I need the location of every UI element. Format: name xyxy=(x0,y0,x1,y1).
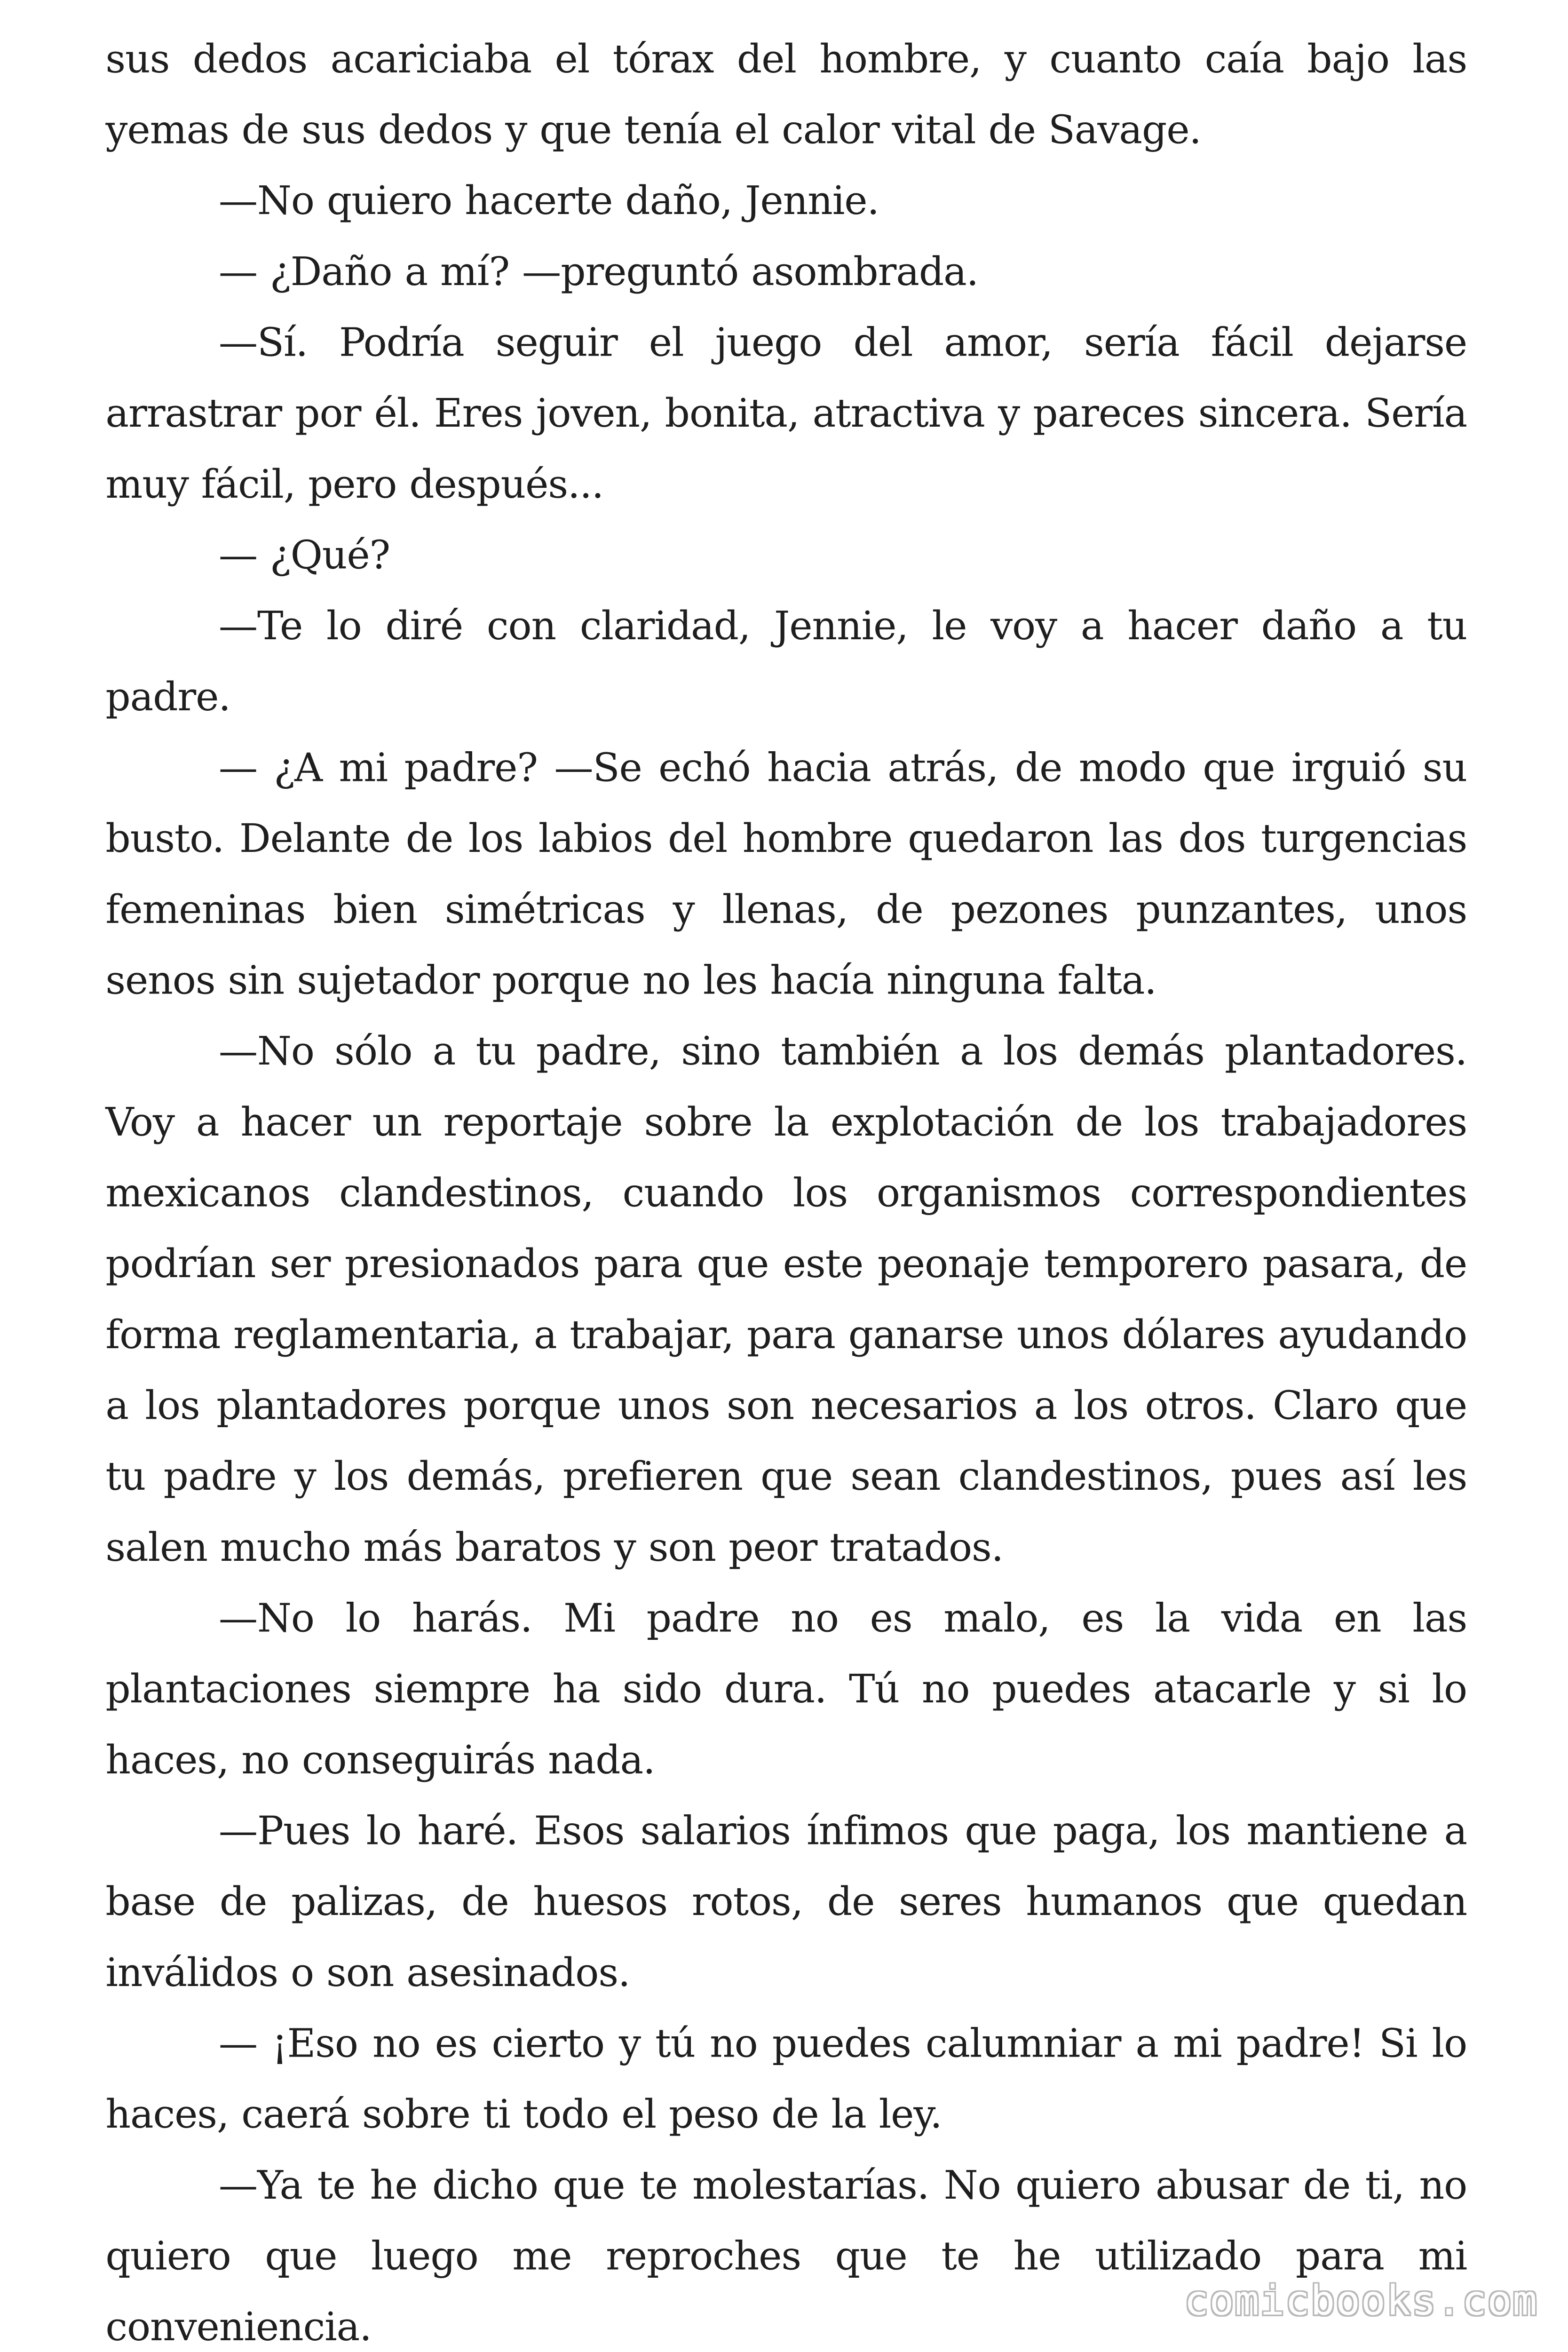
paragraph: — ¿A mi padre? —Se echó hacia atrás, de modo que irguió su busto. Delante de los labios del hombre quedaron las dos turgencias femeninas bien simétricas y llenas, de pezones punzantes, unos senos sin sujetador porque no les hacía ninguna falta. xyxy=(105,746,1467,1004)
paragraph: — ¿Qué? xyxy=(218,533,390,579)
paragraph: —Sí. Podría seguir el juego del amor, sería fácil dejarse arrastrar por él. Eres joven, bonita, atractiva y pareces sincera. Sería muy fácil, pero después... xyxy=(105,321,1467,509)
paragraph: —Ya te he dicho que te molestarías. No quiero abusar de ti, no quiero que luego me reproches que te he utilizado para mi conveniencia. xyxy=(105,2164,1467,2351)
watermark: comicbooks.com xyxy=(1184,2278,1538,2326)
paragraph: — ¿Daño a mí? —preguntó asombrada. xyxy=(218,250,979,296)
paragraph: sus dedos acariciaba el tórax del hombre, y cuanto caía bajo las yemas de sus dedos y que tenía el calor vital de Savage. xyxy=(105,38,1467,154)
text-body xyxy=(105,25,1467,2352)
paragraph: — ¡Eso no es cierto y tú no puedes calumniar a mi padre! Si lo haces, caerá sobre ti todo el peso de la ley. xyxy=(105,2022,1467,2138)
paragraph: —No lo harás. Mi padre no es malo, es la vida en las plantaciones siempre ha sido dura. Tú no puedes atacarle y si lo haces, no conseguirás nada. xyxy=(105,1597,1467,1784)
paragraph: —Pues lo haré. Esos salarios ínfimos que paga, los mantiene a base de palizas, de huesos rotos, de seres humanos que quedan inválidos o son asesinados. xyxy=(105,1809,1467,1997)
paragraph: —No quiero hacerte daño, Jennie. xyxy=(218,179,879,225)
paragraph: —Te lo diré con claridad, Jennie, le voy a hacer daño a tu padre. xyxy=(105,604,1467,721)
paragraph: —No sólo a tu padre, sino también a los demás plantadores. Voy a hacer un reportaje sobre la explotación de los trabajadores mexicanos clandestinos, cuando los organismos correspondientes podrían ser presionados para que este peonaje temporero pasara, de forma reglamentaria, a trabajar, para ganarse unos dólares ayudando a los plantadores porque unos son necesarios a los otros. Claro que tu padre y los demás, prefieren que sean clandestinos, pues así les salen mucho más baratos y son peor tratados. xyxy=(105,1030,1467,1572)
